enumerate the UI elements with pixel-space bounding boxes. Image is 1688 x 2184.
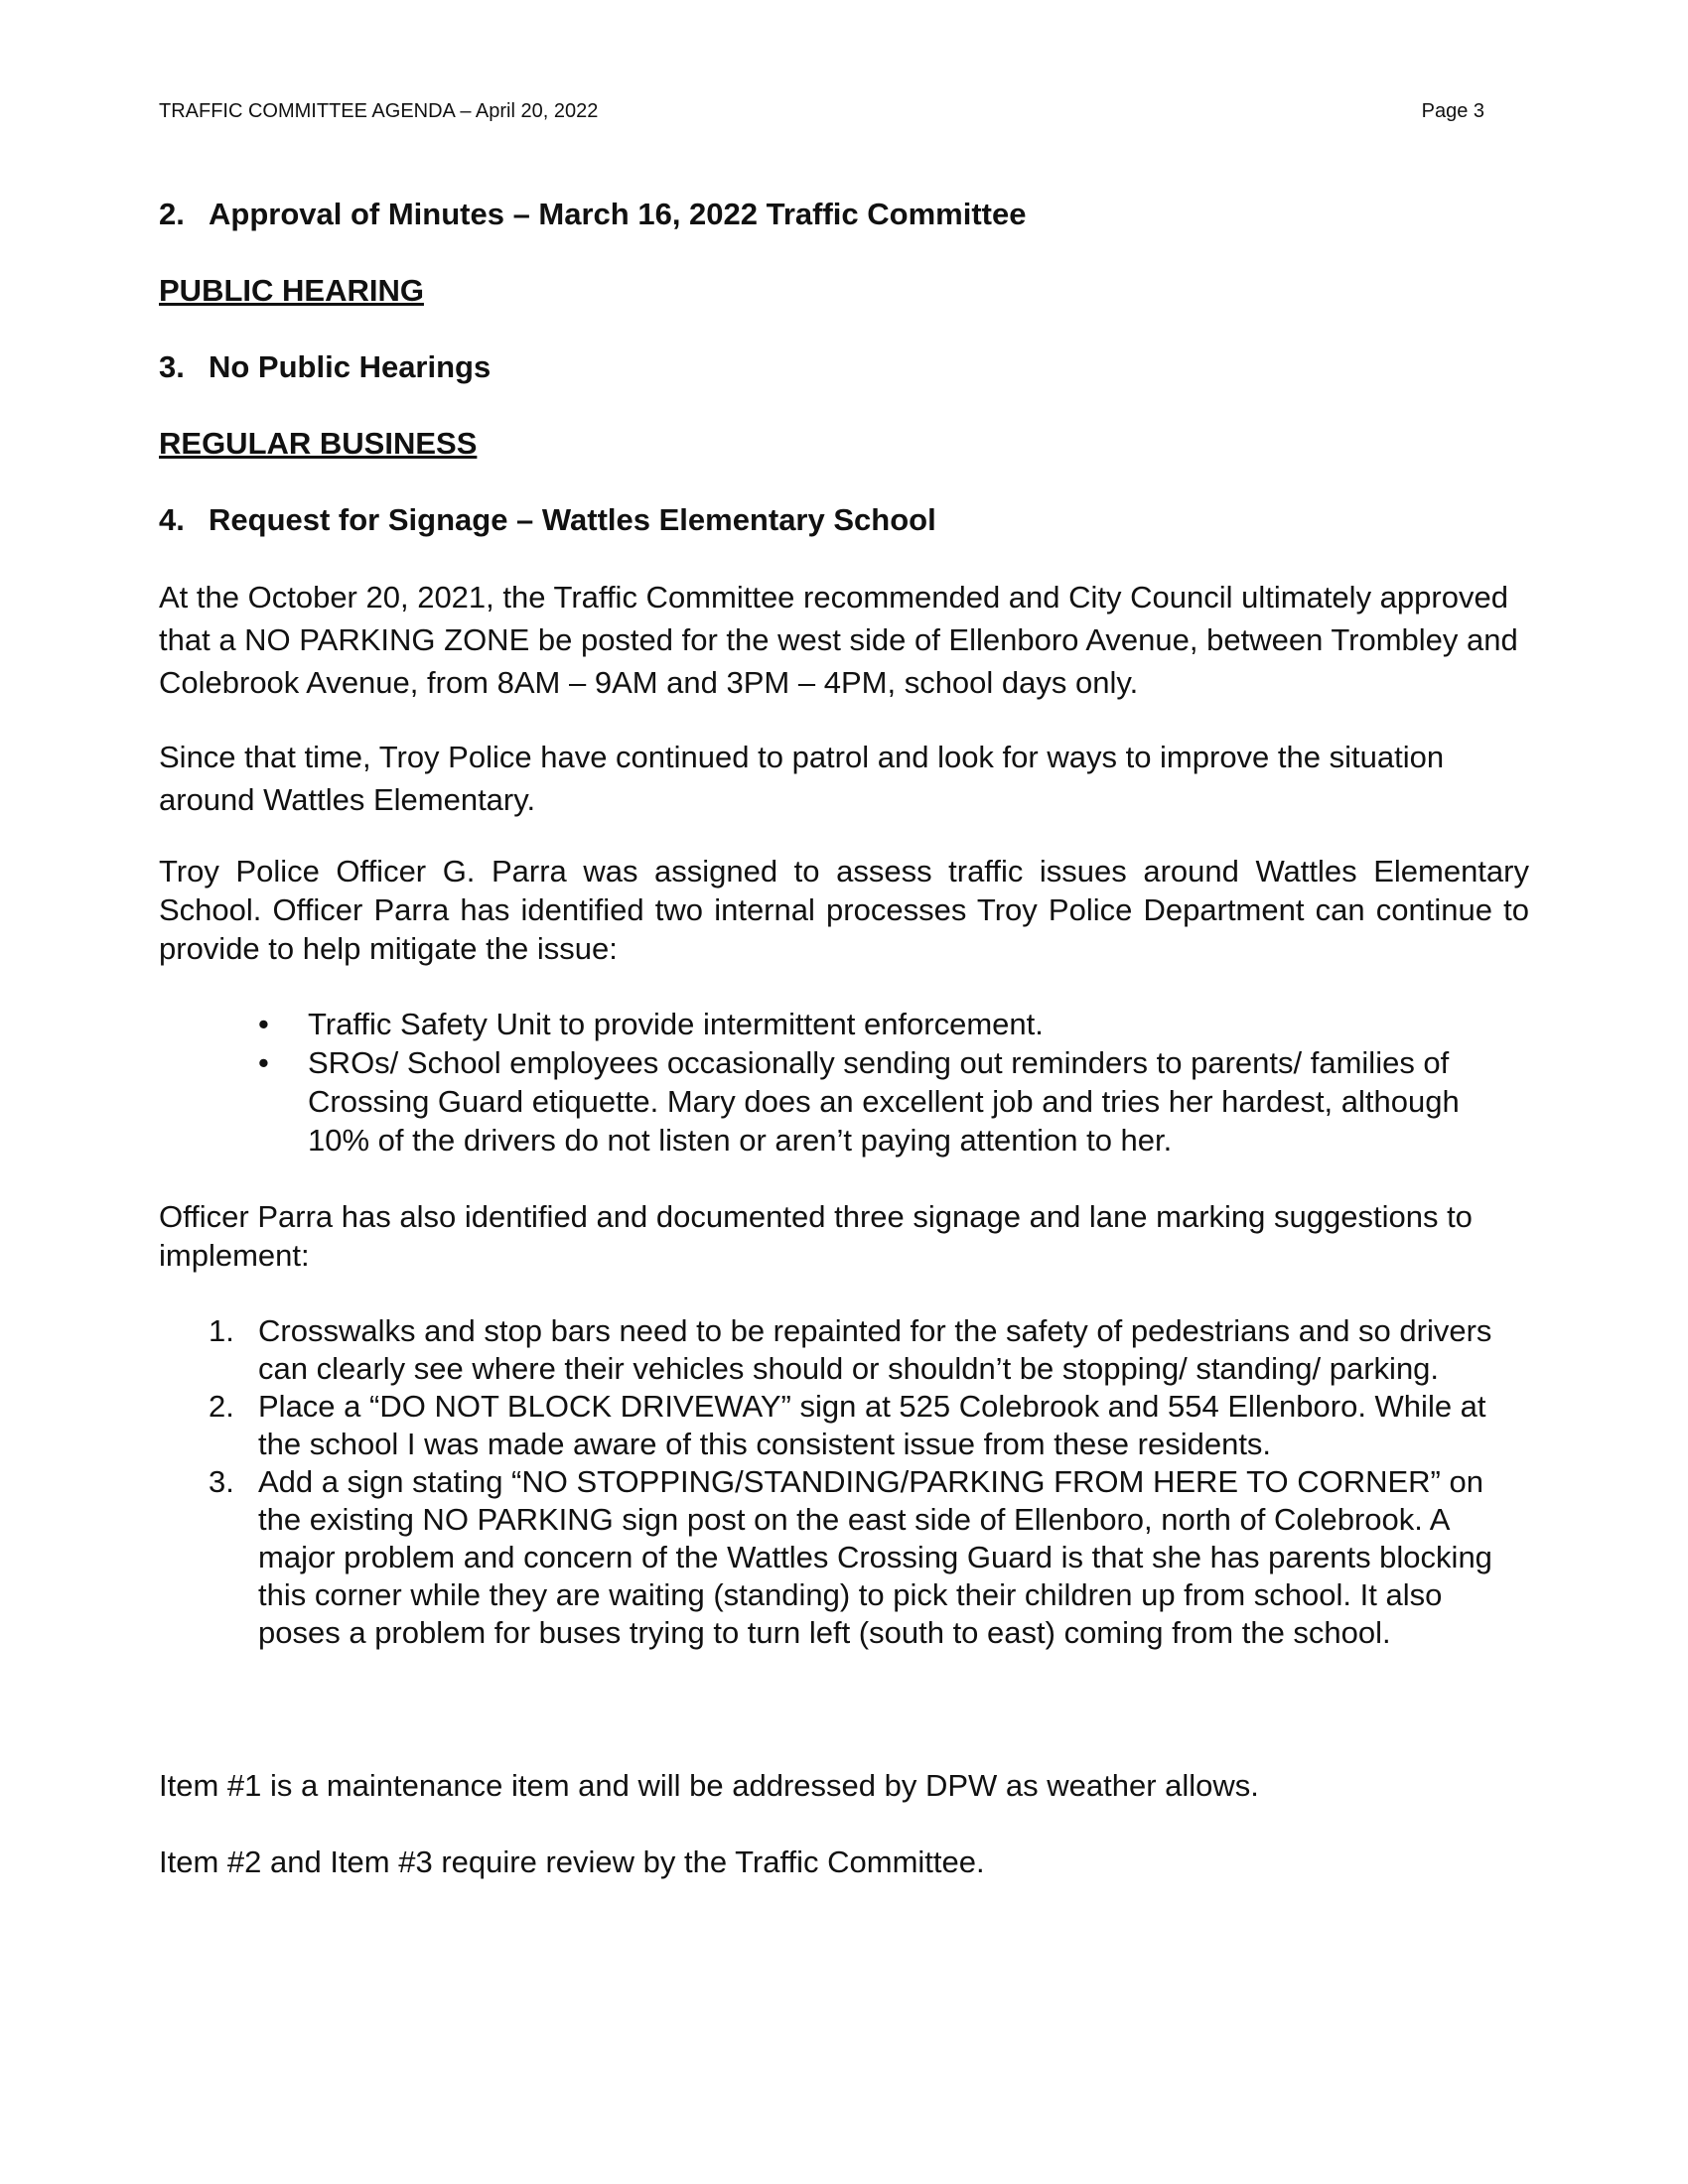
suggestion-list (159, 1312, 1529, 1652)
paragraph-background: At the October 20, 2021, the Traffic Committee recommended and City Council ultimately approved that a NO PARKING ZONE be posted for the west side of Ellenboro Avenue, between Trombley and Colebrook Avenue, from 8AM – 9AM and 3PM – 4PM, school days only. (159, 580, 1518, 700)
section-public-hearing: PUBLIC HEARING (159, 273, 424, 308)
list-number: 2. (209, 1389, 234, 1424)
list-text: Crosswalks and stop bars need to be repainted for the safety of pedestrians and so drivers can clearly see where their vehicles should or shouldn’t be stopping/ standing/ parking. (258, 1313, 1492, 1386)
bullet-icon: • (258, 1045, 269, 1080)
item-number: 2. (159, 197, 185, 231)
item-number: 3. (159, 349, 185, 384)
agenda-item-2 (159, 197, 1529, 232)
bullet-text: Traffic Safety Unit to provide intermittent enforcement. (308, 1007, 1044, 1041)
list-item (159, 1043, 1529, 1160)
paragraph-closing-2: Item #2 and Item #3 require review by the Traffic Committee. (159, 1844, 985, 1879)
list-item (159, 1463, 1529, 1652)
section-regular-business: REGULAR BUSINESS (159, 426, 478, 461)
list-number: 3. (209, 1464, 234, 1499)
list-item (159, 1312, 1529, 1388)
document-page (159, 0, 1529, 2184)
bullet-text: SROs/ School employees occasionally sending out reminders to parents/ families of Crossing Guard etiquette. Mary does an excellent job and tries her hardest, although 10% of the drivers do not listen or aren’t paying attention to her. (308, 1045, 1460, 1158)
agenda-item-4 (159, 502, 1529, 538)
header-title: TRAFFIC COMMITTEE AGENDA – April 20, 2022 (159, 100, 599, 122)
item-title: Request for Signage – Wattles Elementary School (209, 502, 936, 537)
item-title: Approval of Minutes – March 16, 2022 Traffic Committee (209, 197, 1027, 231)
list-item (159, 1388, 1529, 1463)
item-title: No Public Hearings (209, 349, 492, 384)
paragraph-officer: Troy Police Officer G. Parra was assigned to assess traffic issues around Wattles Elementary School. Officer Parra has identified two internal processes Troy Police Department can continue to provide to help mitigate the issue: (159, 854, 1529, 966)
agenda-item-3 (159, 349, 1529, 385)
bullet-list (159, 1005, 1529, 1160)
paragraph-suggestions-intro: Officer Parra has also identified and documented three signage and lane marking suggestions to implement: (159, 1199, 1473, 1273)
list-number: 1. (209, 1313, 234, 1348)
paragraph-closing-1: Item #1 is a maintenance item and will be addressed by DPW as weather allows. (159, 1768, 1259, 1803)
item-number: 4. (159, 502, 185, 537)
list-item (159, 1005, 1529, 1043)
page-number: Page 3 (1421, 100, 1484, 122)
list-text: Add a sign stating “NO STOPPING/STANDING/PARKING FROM HERE TO CORNER” on the existing NO PARKING sign post on the east side of Ellenboro, north of Colebrook. A major problem and concern of the Wattles Crossing Guard is that she has parents blocking this corner while they are waiting (standing) to pick their children up from school. It also poses a problem for buses trying to turn left (south to east) coming from the school. (258, 1464, 1492, 1650)
running-header (159, 100, 1484, 123)
paragraph-since: Since that time, Troy Police have continued to patrol and look for ways to improve the situation around Wattles Elementary. (159, 740, 1445, 817)
list-text: Place a “DO NOT BLOCK DRIVEWAY” sign at 525 Colebrook and 554 Ellenboro. While at the school I was made aware of this consistent issue from these residents. (258, 1389, 1486, 1461)
bullet-icon: • (258, 1007, 269, 1041)
